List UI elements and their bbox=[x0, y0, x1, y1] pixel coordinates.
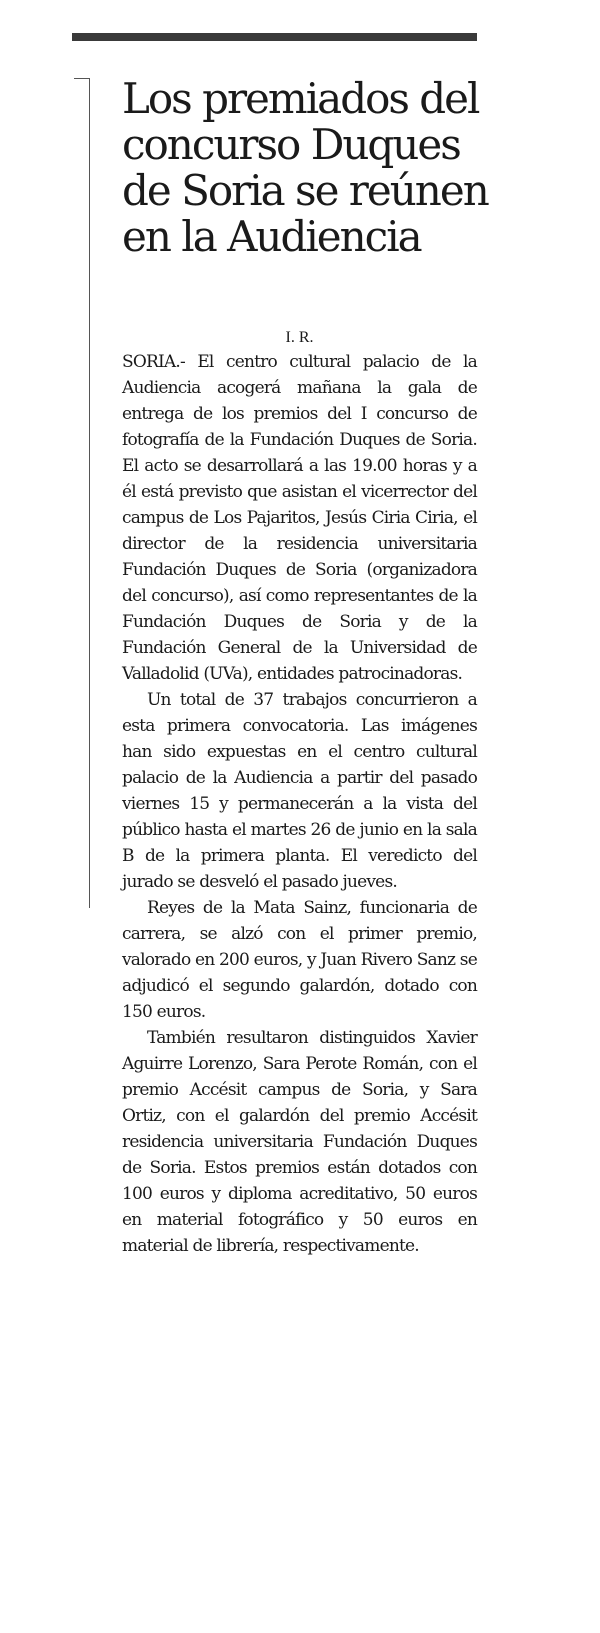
paragraph: Un total de 37 trabajos concurrieron a esta primera convocatoria. Las imágenes han sido expuestas en el centro cultural palacio de la Audiencia a partir del pasado viernes 15 y permanecerán a la vista del público hasta el martes 26 de junio en la sala B de la primera planta. El veredicto del jurado se desveló el pasado jueves. bbox=[122, 690, 477, 892]
top-rule bbox=[72, 33, 477, 41]
headline: Los premiados del concurso Duques de Soria se reúnen en la Audiencia bbox=[122, 74, 488, 261]
byline: I. R. bbox=[285, 329, 314, 346]
paragraph: Reyes de la Mata Sainz, funcionaria de carrera, se alzó con el primer premio, valorado en 200 euros, y Juan Rivero Sanz se adjudicó el segundo galardón, dotado con 150 euros. bbox=[122, 898, 477, 1022]
side-rule bbox=[89, 78, 90, 908]
paragraph: SORIA.- El centro cultural palacio de la Audiencia acogerá mañana la gala de entrega de los premios del I concurso de fotografía de la Fundación Duques de Soria. El acto se desarrollará a las 19.00 horas y a él está previsto que asistan el vicerrector del campus de Los Pajaritos, Jesús Ciria Ciria, el director de la residencia universitaria Fundación Duques de Soria (organizadora del concurso), así como representantes de la Fundación Duques de Soria y de la Fundación General de la Universidad de Valladolid (UVa), entidades patrocinadoras. bbox=[122, 352, 477, 684]
side-rule-tick bbox=[74, 78, 90, 79]
paragraph: También resultaron distinguidos Xavier Aguirre Lorenzo, Sara Perote Román, con el premio Accésit campus de Soria, y Sara Ortiz, con el galardón del premio Accésit residencia universitaria Fundación Duques de Soria. Estos premios están dotados con 100 euros y diploma acreditativo, 50 euros en material fotográfico y 50 euros en material de librería, respectivamente. bbox=[122, 1028, 477, 1256]
article-body bbox=[122, 349, 477, 1259]
